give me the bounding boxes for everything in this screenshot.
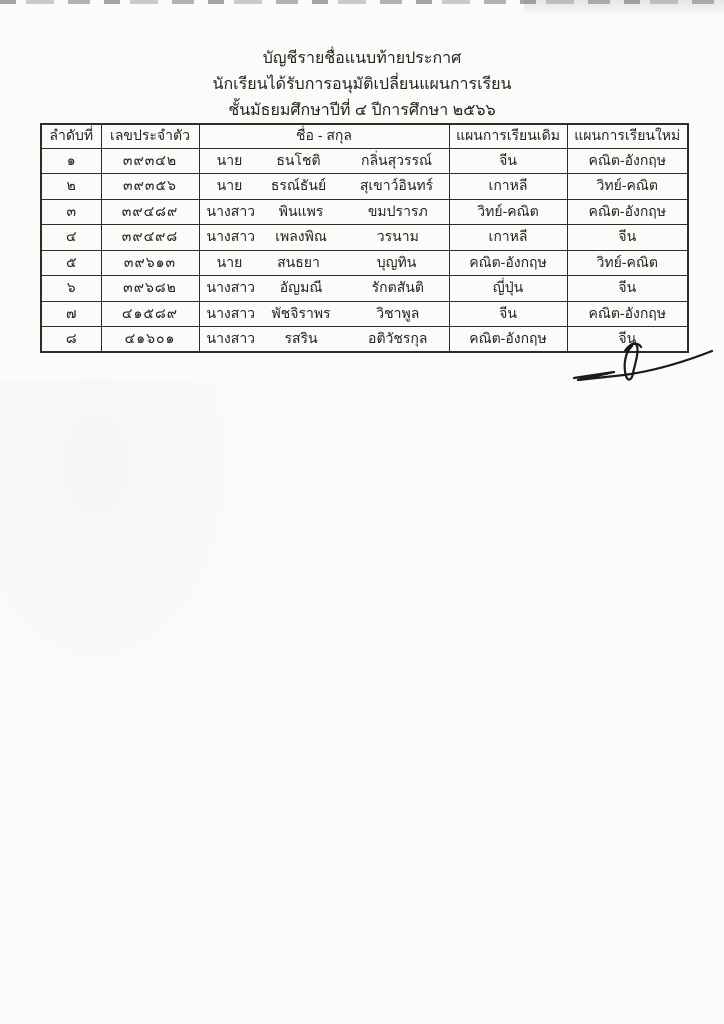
- last-name: วิชาพูล: [376, 304, 420, 321]
- first-name: เพลงพิณ: [275, 228, 327, 245]
- name-title-prefix: นางสาว: [206, 202, 256, 219]
- order-number: ๗: [41, 301, 101, 327]
- student-name-cell: [199, 327, 449, 353]
- last-name: บุญทิน: [376, 253, 417, 270]
- new-study-plan: คณิต-อังกฤษ: [567, 148, 688, 174]
- order-number: ๔: [41, 225, 101, 251]
- col-header-old-plan: แผนการเรียนเดิม: [449, 124, 567, 148]
- table-row: [41, 301, 688, 327]
- title-line-2: นักเรียนได้รับการอนุมัติเปลี่ยนแผนการเรียน: [212, 76, 512, 93]
- old-study-plan: เกาหลี: [449, 174, 567, 200]
- last-name: วรนาม: [376, 228, 419, 245]
- document-title: [0, 46, 724, 124]
- table-row: [41, 174, 688, 200]
- student-name-cell: [199, 199, 449, 225]
- last-name: อติวัชรกุล: [368, 330, 428, 346]
- order-number: ๘: [41, 327, 101, 353]
- old-study-plan: วิทย์-คณิต: [449, 199, 567, 225]
- signature-scribble-icon: [565, 338, 717, 390]
- table-row: [41, 250, 688, 276]
- name-title-prefix: นาย: [216, 253, 243, 270]
- table-row: [41, 276, 688, 302]
- handwritten-signature: [565, 338, 717, 390]
- students-table: [40, 123, 689, 353]
- scan-artifact-smudge: [524, 0, 724, 16]
- last-name: ขมปรารภ: [367, 202, 428, 219]
- student-id: ๓๙๔๙๘: [101, 225, 199, 251]
- student-name-cell: [199, 148, 449, 174]
- student-id: ๔๑๕๘๙: [101, 301, 199, 327]
- first-name: พัชจิราพร: [271, 304, 331, 321]
- old-study-plan: คณิต-อังกฤษ: [449, 250, 567, 276]
- name-title-prefix: นางสาว: [206, 330, 256, 346]
- new-study-plan: จีน: [567, 225, 688, 251]
- last-name: รักตสันติ: [371, 279, 424, 296]
- first-name: พินแพร: [278, 202, 324, 219]
- new-study-plan: จีน: [567, 276, 688, 302]
- first-name: อัญมณี: [279, 279, 323, 296]
- col-header-new-plan: แผนการเรียนใหม่: [567, 124, 688, 148]
- student-id: ๓๙๓๕๖: [101, 174, 199, 200]
- old-study-plan: เกาหลี: [449, 225, 567, 251]
- student-name-cell: [199, 225, 449, 251]
- order-number: ๓: [41, 199, 101, 225]
- first-name: ธนโชติ: [276, 151, 321, 168]
- new-study-plan: คณิต-อังกฤษ: [567, 199, 688, 225]
- student-name-cell: [199, 174, 449, 200]
- old-study-plan: จีน: [449, 301, 567, 327]
- old-study-plan: ญี่ปุ่น: [449, 276, 567, 302]
- name-title-prefix: นางสาว: [206, 228, 256, 245]
- title-line-3: ชั้นมัธยมศึกษาปีที่ ๔ ปีการศึกษา ๒๕๖๖: [228, 102, 496, 119]
- col-header-studentid: เลขประจำตัว: [101, 124, 199, 148]
- student-id: ๓๙๔๘๙: [101, 199, 199, 225]
- table-row: [41, 199, 688, 225]
- student-name-cell: [199, 301, 449, 327]
- order-number: ๕: [41, 250, 101, 276]
- student-id: ๔๑๖๐๑: [101, 327, 199, 353]
- order-number: ๖: [41, 276, 101, 302]
- last-name: สุเขาว์อินทร์: [359, 177, 434, 194]
- name-title-prefix: นางสาว: [206, 279, 256, 296]
- new-study-plan: คณิต-อังกฤษ: [567, 301, 688, 327]
- student-id: ๓๙๖๘๒: [101, 276, 199, 302]
- new-study-plan: วิทย์-คณิต: [567, 250, 688, 276]
- student-id: ๓๙๓๔๒: [101, 148, 199, 174]
- new-study-plan: วิทย์-คณิต: [567, 174, 688, 200]
- name-title-prefix: นาย: [216, 177, 243, 194]
- old-study-plan: จีน: [449, 148, 567, 174]
- table-row: [41, 148, 688, 174]
- order-number: ๑: [41, 148, 101, 174]
- col-header-order: ลำดับที่: [41, 124, 101, 148]
- table-row: [41, 225, 688, 251]
- student-name-cell: [199, 250, 449, 276]
- student-name-cell: [199, 276, 449, 302]
- last-name: กลิ่นสุวรรณ์: [360, 151, 433, 168]
- title-line-1: บัญชีรายชื่อแนบท้ายประกาศ: [262, 50, 462, 67]
- student-id: ๓๙๖๑๓: [101, 250, 199, 276]
- name-title-prefix: นางสาว: [206, 304, 256, 321]
- old-study-plan: คณิต-อังกฤษ: [449, 327, 567, 353]
- table-header-row: [41, 124, 688, 148]
- col-header-name: ชื่อ - สกุล: [199, 124, 449, 148]
- new-study-plan: จีน: [567, 327, 688, 353]
- order-number: ๒: [41, 174, 101, 200]
- paper-texture: [0, 380, 320, 800]
- first-name: รสริน: [284, 330, 318, 346]
- name-title-prefix: นาย: [216, 151, 243, 168]
- first-name: สนธยา: [277, 253, 320, 270]
- first-name: ธรณ์ธันย์: [270, 177, 327, 194]
